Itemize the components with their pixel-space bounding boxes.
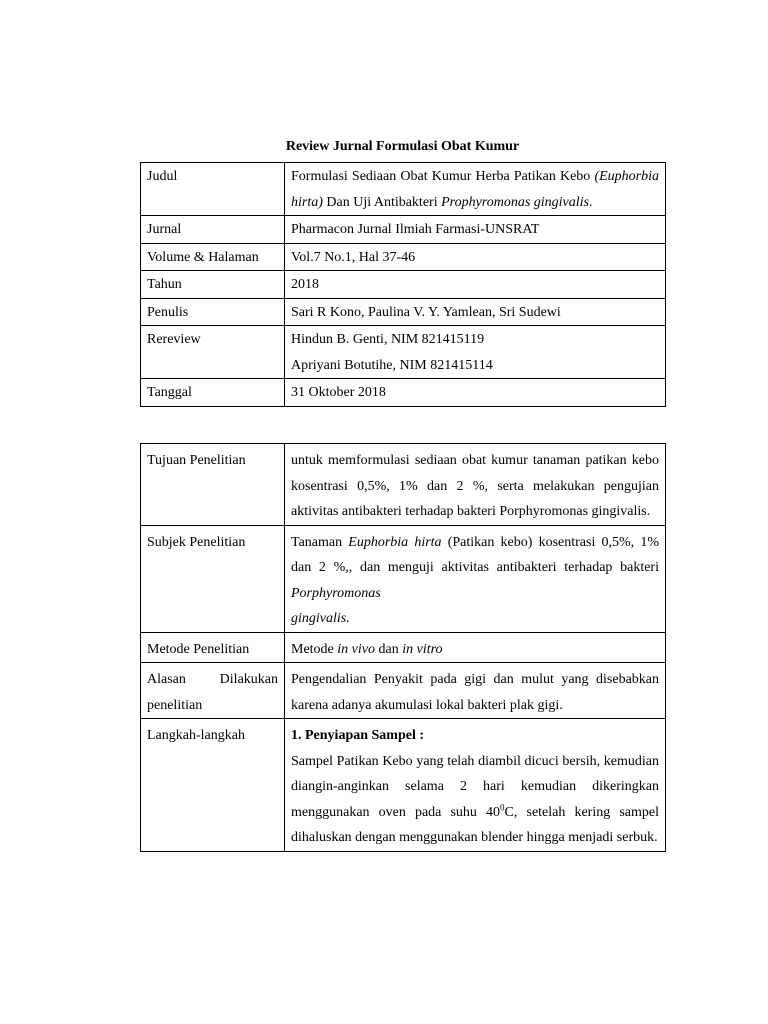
reviewer-1: Hindun B. Genti, NIM 821415119 xyxy=(291,332,485,347)
table-row xyxy=(141,719,666,852)
subjek-bacteria-name-2: gingivalis. xyxy=(291,611,350,626)
langkah-heading: 1. Penyiapan Sampel : xyxy=(291,728,425,743)
table-row xyxy=(141,525,666,632)
volume-value: Vol.7 No.1, Hal 37-46 xyxy=(285,243,666,271)
judul-value xyxy=(285,163,666,216)
judul-bacteria-name: Prophyromonas gingivalis xyxy=(441,194,589,210)
langkah-label: Langkah-langkah xyxy=(141,719,285,852)
table-row xyxy=(141,216,666,244)
rereview-label: Rereview xyxy=(141,326,285,379)
tahun-label: Tahun xyxy=(141,271,285,299)
table-row xyxy=(141,243,666,271)
subjek-value xyxy=(285,525,666,632)
alasan-label-line-2: penelitian xyxy=(147,697,203,713)
judul-text-2: Dan Uji Antibakteri xyxy=(322,194,442,210)
volume-label: Volume & Halaman xyxy=(141,243,285,271)
table-row xyxy=(141,444,666,526)
judul-label: Judul xyxy=(141,163,285,216)
table-row xyxy=(141,298,666,326)
langkah-text-2: C, setelah kering sampel dihaluskan dengan menggunakan blender hingga menjadi serbuk. xyxy=(291,804,659,845)
langkah-value xyxy=(285,719,666,852)
subjek-bacteria-name: Porphyromonas xyxy=(291,585,381,601)
table-row xyxy=(141,632,666,663)
alasan-label xyxy=(141,663,285,719)
langkah-text: Sampel Patikan Kebo yang telah diambil dicuci bersih, kemudian diangin-anginkan selama 2 hari kemudian dikeringkan menggunakan oven pada suhu 40 xyxy=(291,753,659,820)
metode-in-vivo: in vivo xyxy=(337,641,375,657)
penulis-value: Sari R Kono, Paulina V. Y. Yamlean, Sri Sudewi xyxy=(285,298,666,326)
rereview-value xyxy=(285,326,666,379)
reviewer-2: Apriyani Botutihe, NIM 821415114 xyxy=(291,357,493,373)
subjek-text: Tanaman xyxy=(291,534,349,550)
table-row xyxy=(141,271,666,299)
tujuan-value: untuk memformulasi sediaan obat kumur tanaman patikan kebo kosentrasi 0,5%, 1% dan 2 %, serta melakukan pengujian aktivitas antibakteri terhadap bakteri Porphyromonas gingivalis. xyxy=(285,444,666,526)
metode-value xyxy=(285,632,666,663)
degree-superscript: 0 xyxy=(500,801,505,812)
subjek-label: Subjek Penelitian xyxy=(141,525,285,632)
judul-end: . xyxy=(589,194,593,210)
tanggal-label: Tanggal xyxy=(141,379,285,407)
judul-text: Formulasi Sediaan Obat Kumur Herba Patikan Kebo xyxy=(291,169,591,184)
alasan-value: Pengendalian Penyakit pada gigi dan mulut yang disebabkan karena adanya akumulasi lokal bakteri plak gigi. xyxy=(285,663,666,719)
tanggal-value: 31 Oktober 2018 xyxy=(285,379,666,407)
table-row xyxy=(141,379,666,407)
metode-in-vitro: in vitro xyxy=(402,641,443,657)
table-row xyxy=(141,663,666,719)
review-detail-table xyxy=(140,443,666,852)
metode-text-2: dan xyxy=(374,641,403,657)
tujuan-label: Tujuan Penelitian xyxy=(141,444,285,526)
subjek-text-2: (Patikan kebo) kosentrasi 0,5%, 1% dan 2 %,, dan menguji aktivitas antibakteri terhadap bakteri xyxy=(291,534,659,575)
page-title: Review Jurnal Formulasi Obat Kumur xyxy=(285,139,520,154)
tahun-value: 2018 xyxy=(285,271,666,299)
langkah-body xyxy=(291,749,659,851)
alasan-label-line-1: Alasan Dilakukan xyxy=(147,672,278,687)
metode-text: Metode xyxy=(291,641,338,657)
penulis-label: Penulis xyxy=(141,298,285,326)
table-row xyxy=(141,326,666,379)
jurnal-label: Jurnal xyxy=(141,216,285,244)
table-row xyxy=(141,163,666,216)
review-metadata-table xyxy=(140,162,666,407)
jurnal-value: Pharmacon Jurnal Ilmiah Farmasi-UNSRAT xyxy=(285,216,666,244)
subjek-species-name: Euphorbia hirta xyxy=(348,534,442,550)
judul-species-name: (Euphorbia hirta) xyxy=(291,169,659,210)
metode-label: Metode Penelitian xyxy=(141,632,285,663)
